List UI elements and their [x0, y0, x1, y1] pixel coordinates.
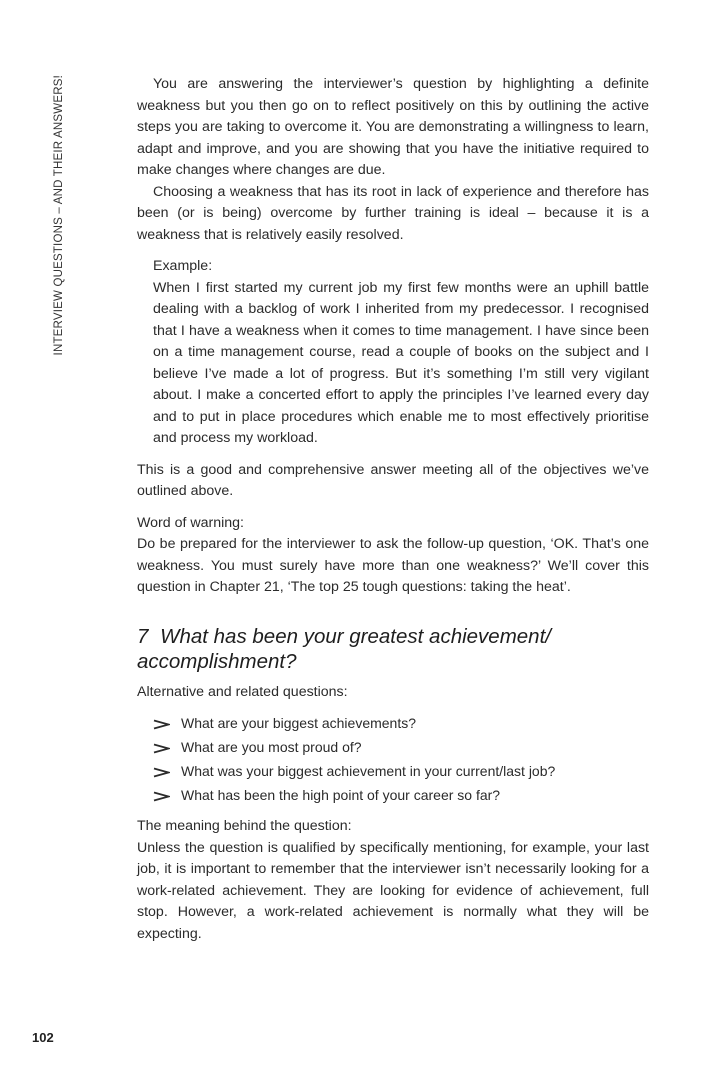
running-head: INTERVIEW QUESTIONS – AND THEIR ANSWERS!	[53, 75, 65, 356]
warning-label: Word of warning:	[137, 514, 244, 531]
list-item-label: What was your biggest achievement in your current/last job?	[181, 763, 556, 780]
list-item-label: What has been the high point of your career so far?	[181, 787, 501, 804]
arrow-bullet-icon	[153, 791, 170, 802]
page-content	[137, 74, 649, 945]
alt-questions-label: Alternative and related questions:	[137, 683, 348, 700]
warning-block	[137, 513, 649, 599]
arrow-bullet-icon	[153, 767, 170, 778]
meaning-text: Unless the question is qualified by specifically mentioning, for example, your last job, it is important to remember that the interviewer isn’t necessarily looking for a work-related achievement. They are looking for evidence of achievement, full stop. However, a work-related achievement is normally what they will be expecting.	[137, 839, 649, 942]
section-heading	[137, 624, 649, 674]
arrow-bullet-icon	[153, 719, 170, 730]
list-item	[153, 712, 649, 736]
page-number: 102	[32, 1030, 54, 1045]
list-item	[153, 760, 649, 784]
list-item-label: What are your biggest achievements?	[181, 715, 417, 732]
list-item-label: What are you most proud of?	[181, 739, 362, 756]
meaning-label: The meaning behind the question:	[137, 818, 352, 834]
example-label: Example:	[153, 258, 213, 274]
example-block	[153, 256, 649, 450]
alt-questions-list	[153, 712, 649, 808]
list-item	[153, 736, 649, 760]
section-title: What has been your greatest achievement/ accomplishment?	[137, 624, 551, 673]
section-number: 7	[137, 624, 149, 648]
paragraph-answer-explanation: You are answering the interviewer’s question by highlighting a definite weakness but you then go on to reflect positively on this by outlining the active steps you are taking to overcome it. You are demonstrating a willingness to learn, adapt and improve, and you are showing that you have the initiative required to make changes where changes are due.	[137, 76, 649, 178]
warning-text: Do be prepared for the interviewer to ask the follow-up question, ‘OK. That’s one weakness. You must surely have more than one weakness?’ We’ll cover this question in Chapter 21, ‘The top 25 tough questions: taking the heat’.	[137, 536, 649, 595]
summary-paragraph: This is a good and comprehensive answer meeting all of the objectives we’ve outlined above.	[137, 461, 649, 499]
example-text: When I first started my current job my first few months were an uphill battle dealing with a backlog of work I inherited from my predecessor. I recognised that I have a weakness when it comes to time management. I have since been on a time management course, read a couple of books on the subject and I believe I’ve made a lot of progress. But it’s something I’m still very vigilant about. I make a concerted effort to apply the principles I’ve learned every day and to put in place procedures which enable me to most effectively prioritise and process my workload.	[153, 279, 649, 446]
arrow-bullet-icon	[153, 743, 170, 754]
list-item	[153, 784, 649, 808]
paragraph-choosing-weakness: Choosing a weakness that has its root in lack of experience and therefore has been (or is being) overcome by further training is ideal – because it is a weakness that is relatively easily resolved.	[137, 183, 649, 243]
